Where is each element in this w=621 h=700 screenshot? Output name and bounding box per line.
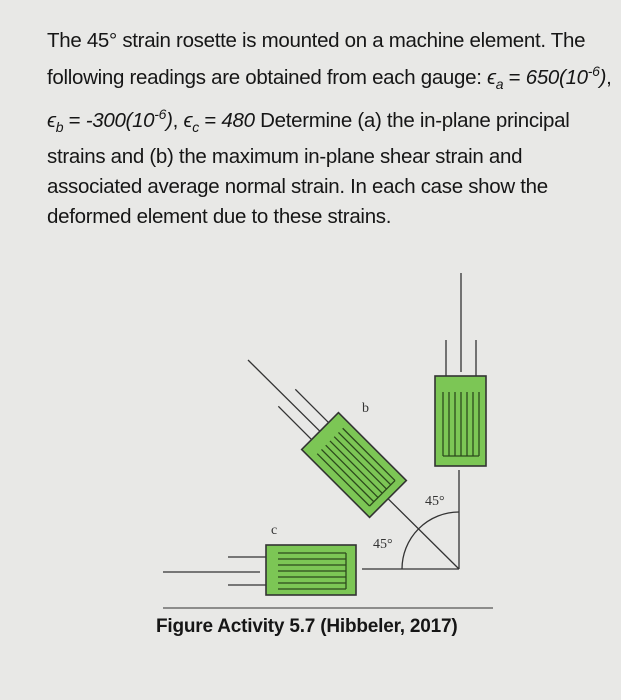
label-b: b bbox=[362, 401, 369, 416]
angle-label-2: 45° bbox=[373, 537, 393, 552]
angle-label-1: 45° bbox=[425, 494, 445, 509]
gauge-c bbox=[228, 545, 356, 595]
figure-caption: Figure Activity 5.7 (Hibbeler, 2017) bbox=[156, 616, 458, 637]
label-c: c bbox=[271, 523, 278, 538]
gauge-a bbox=[435, 273, 486, 466]
problem-text: The 45° strain rosette is mounted on a machine element. The following readings are obtained from each gauge: $\epsilon_a = 650(10^{-6})$, $\epsilon_b = -300(10^{-6})$, $\epsilon_c = 480$ Determine (a) the in-plane principal strains and (b) the maximum in-plane shear strain and associated average normal strain. In each case show the deformed element due to these strains. bbox=[47, 29, 612, 228]
